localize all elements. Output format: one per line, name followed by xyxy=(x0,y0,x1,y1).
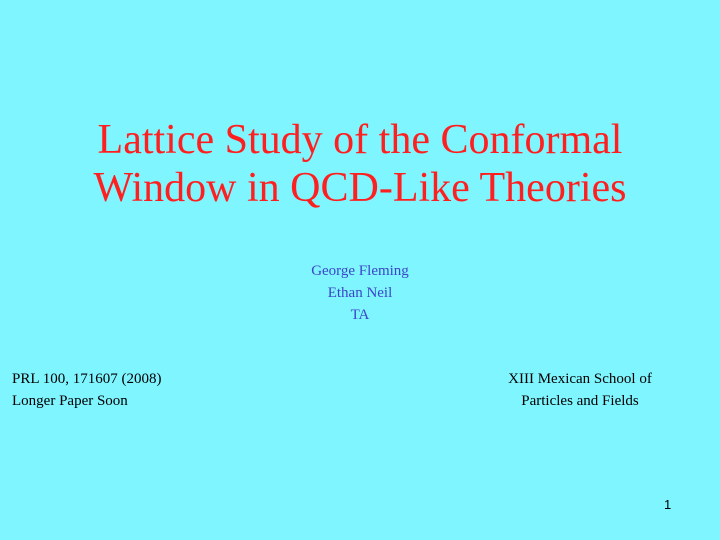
title-line-2: Window in QCD-Like Theories xyxy=(93,165,627,211)
event-name-line-2: Particles and Fields xyxy=(521,393,639,409)
author-name: TA xyxy=(350,307,370,323)
event-name xyxy=(470,368,690,412)
publication-note: Longer Paper Soon xyxy=(12,393,128,409)
title-line-1: Lattice Study of the Conformal xyxy=(97,117,623,163)
author-list xyxy=(0,260,720,326)
slide-title xyxy=(0,116,720,212)
author-name: George Fleming xyxy=(311,263,409,279)
publication-citation: PRL 100, 171607 (2008) xyxy=(12,371,162,387)
author-name: Ethan Neil xyxy=(327,285,393,301)
event-name-line-1: XIII Mexican School of xyxy=(508,371,652,387)
publication-reference xyxy=(12,368,161,412)
slide-number: 1 xyxy=(664,497,672,512)
